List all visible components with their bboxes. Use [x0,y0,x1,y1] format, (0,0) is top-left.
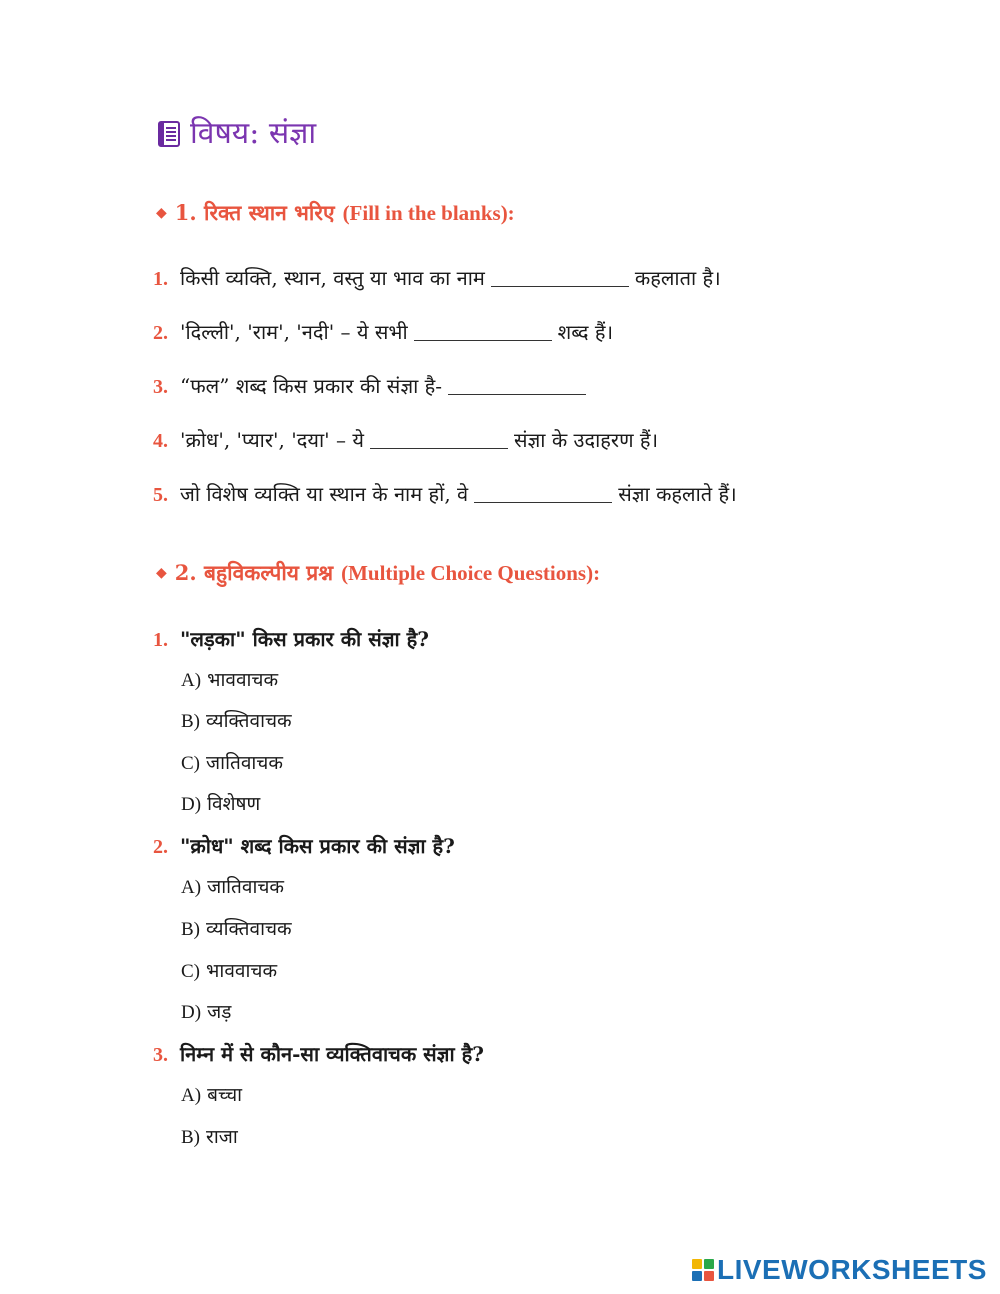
option-letter: B) [181,711,200,732]
item-number: 1. [153,268,168,290]
blank-item [153,317,960,348]
blank-item [153,263,960,294]
item-number: 3. [153,376,168,398]
blank-input[interactable] [448,374,586,395]
option-text: जातिवाचक [206,752,283,774]
question-number: 2. [153,836,168,858]
question-number: 1. [153,629,168,651]
diamond-bullet-icon: ◆ [156,205,167,221]
option-text: राजा [206,1126,238,1148]
section-heading-fill-blanks [156,198,515,228]
option-text: भाववाचक [206,960,278,982]
option-letter: B) [181,919,200,940]
blank-item [153,425,960,456]
item-text-after: कहलाता है। [634,266,721,290]
item-text-before: जो विशेष व्यक्ति या स्थान के नाम हों, वे [180,482,469,506]
item-text-after: संज्ञा के उदाहरण हैं। [513,428,659,452]
question-text: "क्रोध" शब्द किस प्रकार की संज्ञा है? [180,834,455,858]
blank-input[interactable] [491,266,629,287]
section-heading-english: (Multiple Choice Questions): [341,561,601,585]
section-heading-hindi: 2. बहुविकल्पीय प्रश्न [174,560,334,585]
mcq-question [153,1039,484,1070]
mcq-option[interactable] [181,873,284,902]
option-letter: A) [181,877,202,898]
brand-name: LIVEWORKSHEETS [717,1254,987,1285]
item-number: 2. [153,322,168,344]
option-letter: A) [181,670,202,691]
logo-blocks-icon [692,1259,714,1281]
item-text-before: “फल” शब्द किस प्रकार की संज्ञा है- [180,374,443,398]
item-text-before: 'क्रोध', 'प्यार', 'दया' – ये [180,428,364,452]
option-letter: B) [181,1127,200,1148]
mcq-option[interactable] [181,957,277,986]
option-text: बच्चा [207,1084,243,1106]
option-text: भाववाचक [207,669,279,691]
option-text: विशेषण [207,793,261,815]
option-letter: D) [181,794,202,815]
blank-item [153,371,960,402]
blank-input[interactable] [474,482,612,503]
section-heading-hindi: 1. रिक्त स्थान भरिए [174,200,335,225]
mcq-question [153,831,455,862]
mcq-question [153,624,429,655]
item-number: 5. [153,484,168,506]
option-letter: D) [181,1002,202,1023]
mcq-option[interactable] [181,666,278,695]
question-number: 3. [153,1044,168,1066]
item-number: 4. [153,430,168,452]
mcq-option[interactable] [181,915,292,944]
item-text-before: किसी व्यक्ति, स्थान, वस्तु या भाव का नाम [180,266,485,290]
section-heading-english: (Fill in the blanks): [342,201,515,225]
item-text-after: शब्द हैं। [557,320,614,344]
question-text: निम्न में से कौन-सा व्यक्तिवाचक संज्ञा है? [180,1042,484,1066]
blank-item [153,479,960,510]
mcq-option[interactable] [181,749,283,778]
section-heading-mcq [156,558,600,588]
notebook-icon [156,120,182,148]
liveworksheets-logo [692,1256,987,1284]
option-text: जातिवाचक [207,876,285,898]
mcq-option[interactable] [181,1123,238,1152]
diamond-bullet-icon: ◆ [156,565,167,581]
question-text: "लड़का" किस प्रकार की संज्ञा है? [180,627,430,651]
option-letter: C) [181,961,200,982]
blank-input[interactable] [414,320,552,341]
page-title-text: विषय: संज्ञा [190,116,317,151]
option-letter: A) [181,1085,202,1106]
option-text: जड़ [207,1001,232,1023]
page-title [156,114,316,154]
mcq-option[interactable] [181,1081,242,1110]
mcq-option[interactable] [181,707,292,736]
option-text: व्यक्तिवाचक [206,710,292,732]
option-text: व्यक्तिवाचक [206,918,292,940]
mcq-option[interactable] [181,790,260,819]
item-text-before: 'दिल्ली', 'राम', 'नदी' – ये सभी [180,320,408,344]
option-letter: C) [181,753,200,774]
item-text-after: संज्ञा कहलाते हैं। [618,482,737,506]
blank-input[interactable] [370,428,508,449]
mcq-option[interactable] [181,998,231,1027]
